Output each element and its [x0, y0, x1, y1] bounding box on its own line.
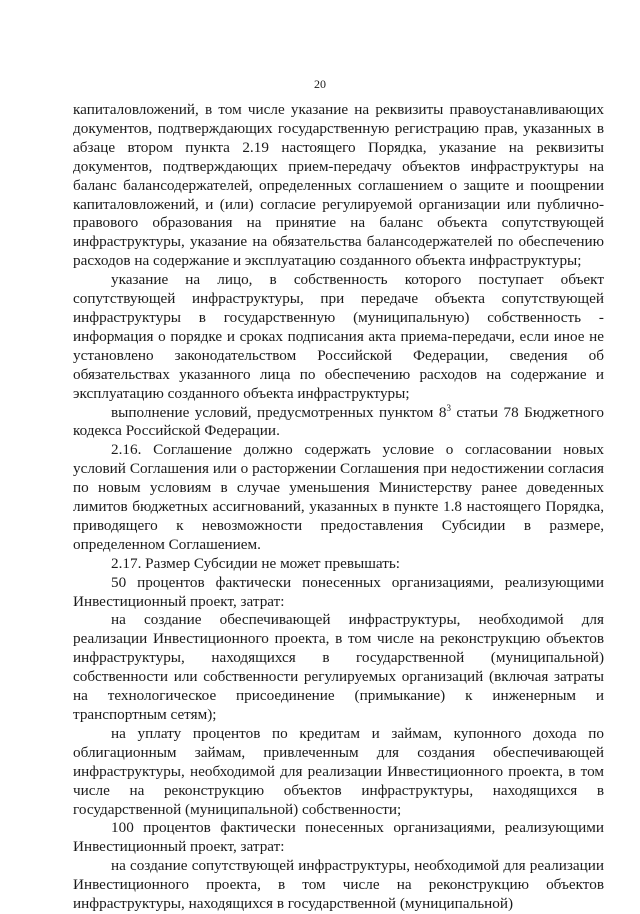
paragraph	[73, 404, 604, 442]
paragraph: на создание обеспечивающей инфраструктуры, необходимой для реализации Инвестиционного проекта, в том числе на реконструкцию объектов инфраструктуры, находящихся в государственной (муниципальной) собственности или собственности регулируемых организаций (включая затраты на технологическое присоединение (примыкание) к инженерным и транспортным сетям);	[73, 611, 604, 723]
paragraph-text: выполнение условий, предусмотренных пунктом 8	[111, 403, 447, 421]
paragraph: 2.16. Соглашение должно содержать условие о согласовании новых условий Соглашения или о расторжении Соглашения при недостижении согласия по новым условиям в случае уменьшения Министерству ранее доведенных лимитов бюджетных ассигнований, указанных в пункте 1.8 настоящего Порядка, приводящего к невозможности предоставления Субсидии в размере, определенном Соглашением.	[73, 441, 604, 553]
paragraph: 50 процентов фактически понесенных организациями, реализующими Инвестиционный проект, затрат:	[73, 573, 604, 610]
document-body	[73, 101, 604, 914]
paragraph: капиталовложений, в том числе указание на реквизиты правоустанавливающих документов, подтверждающих государственную регистрацию прав, указанных в абзаце втором пункта 2.19 настоящего Порядка, указание на реквизиты документов, подтверждающих прием-передачу объектов инфраструктуры на баланс балансодержателей, определенных соглашением о защите и поощрении капиталовложений, и (или) согласие регулируемой организации или публично-правового образования на принятие на баланс объекта сопутствующей инфраструктуры, указание на обязательства балансодержателей по обеспечению расходов на содержание и эксплуатацию созданного объекта инфраструктуры;	[73, 101, 604, 270]
paragraph-text: статьи 78 Бюджетного кодекса Российской Федерации.	[73, 403, 604, 440]
paragraph: 2.17. Размер Субсидии не может превышать:	[111, 554, 401, 572]
paragraph: на создание сопутствующей инфраструктуры, необходимой для реализации Инвестиционного проекта, в том числе на реконструкцию объектов инфраструктуры, находящихся в государственной (муниципальной)	[73, 857, 604, 913]
paragraph: 100 процентов фактически понесенных организациями, реализующими Инвестиционный проект, затрат:	[73, 819, 604, 856]
paragraph: указание на лицо, в собственность которого поступает объект сопутствующей инфраструктуры, при передаче объекта сопутствующей инфраструктуры в государственную (муниципальную) собственность - информация о порядке и сроках подписания акта приема-передачи, если иное не установлено законодательством Российской Федерации, сведения об обязательствах указанного лица по обеспечению расходов на содержание и эксплуатацию созданного объекта инфраструктуры;	[73, 271, 604, 402]
superscript: 3	[446, 402, 451, 413]
paragraph: на уплату процентов по кредитам и займам, купонного дохода по облигационным займам, привлеченным для создания обеспечивающей инфраструктуры, необходимой для реализации Инвестиционного проекта, в том числе на реконструкцию объектов инфраструктуры, находящихся в государственной (муниципальной) собственности;	[73, 724, 604, 818]
page-number: 20	[314, 77, 326, 91]
